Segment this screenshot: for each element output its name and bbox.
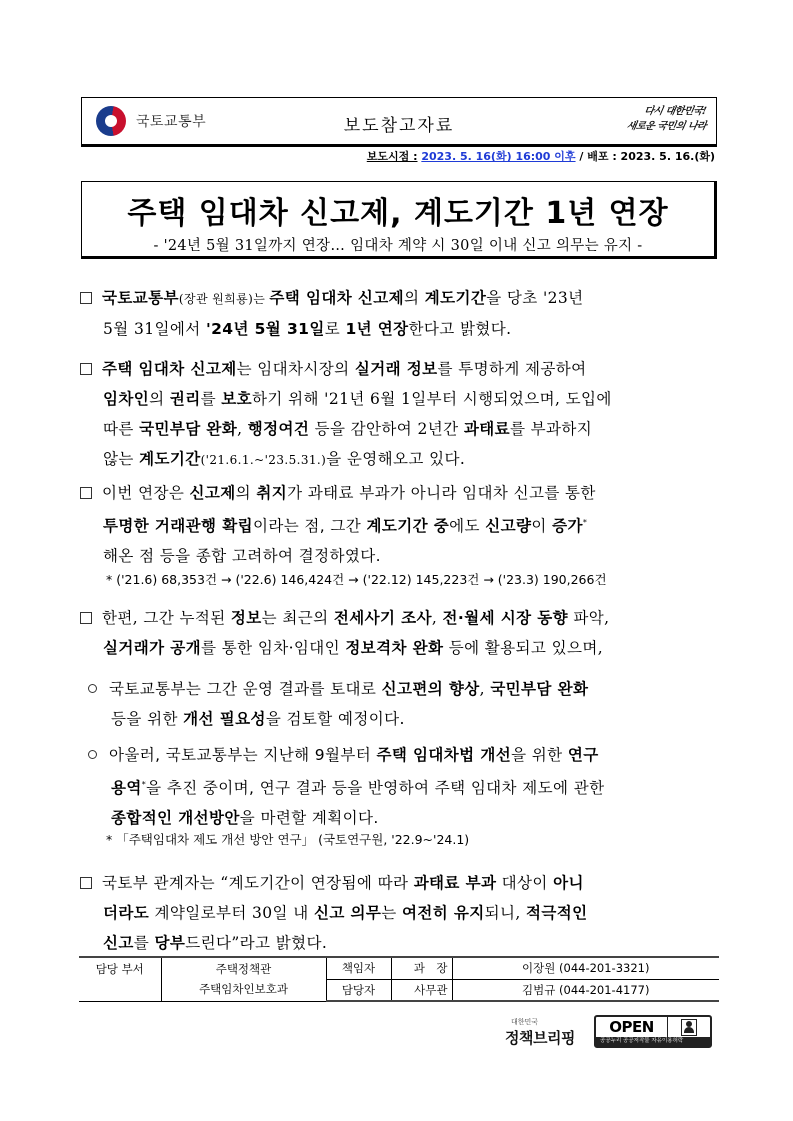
role-cell: 책임자 [326, 957, 391, 979]
circle-bullet-icon [88, 684, 97, 693]
paragraph-3: 이번 연장은 신고제의 취지가 과태료 부과가 아니라 임대차 신고를 통한 투명한 거래관행 확립이라는 점, 그간 계도기간 중에도 신고량이 증가* 해온 점 등을 종합 고려하여 결정하였다. [80, 478, 720, 571]
square-bullet-icon [80, 612, 92, 624]
square-bullet-icon [80, 877, 92, 889]
person-cell: 김범규 (044-201-4177) [452, 979, 719, 1001]
title-box [81, 181, 717, 259]
footnote-research: * 「주택임대차 제도 개선 방안 연구」 (국토연구원, '22.9~'24.1) [106, 832, 470, 847]
square-bullet-icon [80, 292, 92, 304]
paragraph-1: 국토교통부(장관 원희룡)는 주택 임대차 신고제의 계도기간을 당초 '23년 5월 31일에서 '24년 5월 31일로 1년 연장한다고 밝혔다. [80, 283, 720, 344]
dept-name: 주택정책관 주택임차인보호과 [161, 957, 326, 1001]
page-title: 주택 임대차 신고제, 계도기간 1년 연장 [127, 196, 669, 231]
kogl-open-license-badge: OPEN 공공누리 공공저작물 자유이용허락 [594, 1015, 712, 1048]
sub-bullet-1: 국토교통부는 그간 운영 결과를 토대로 신고편의 향상, 국민부담 완화 등을 위한 개선 필요성을 검토할 예정이다. [88, 674, 720, 734]
release-info: 보도시점 : 2023. 5. 16(화) 16:00 이후 / 배포 : 2023. 5. 16.(화) [366, 150, 715, 163]
attribution-person-icon [681, 1019, 697, 1036]
paragraph-2: 주택 임대차 신고제는 임대차시장의 실거래 정보를 투명하게 제공하여 임차인의 권리를 보호하기 위해 '21년 6월 1일부터 시행되었으며, 도입에 따른 국민부담 완화, 행정여건 등을 감안하여 2년간 과태료를 부과하지 않는 계도기간('21.6.1.~'23.5.31.)을 운영해오고 있다. [80, 354, 720, 475]
title-cell: 과 장 [391, 957, 452, 979]
dept-label: 담당 부서 [79, 957, 161, 1001]
footnote-report-counts: * ('21.6) 68,353건 → ('22.6) 146,424건 → ('22.12) 145,223건 → ('23.3) 190,266건 [106, 572, 607, 587]
role-cell: 담당자 [326, 979, 391, 1001]
square-bullet-icon [80, 363, 92, 375]
distribution-date: 배포 : 2023. 5. 16.(화) [587, 150, 715, 163]
ministry-name: 국토교통부 [136, 114, 207, 130]
policy-briefing-logo: 대한민국 정책브리핑 [505, 1018, 575, 1047]
person-cell: 이장원 (044-201-3321) [452, 957, 719, 979]
sub-bullet-2: 아울러, 국토교통부는 지난해 9월부터 주택 임대차법 개선을 위한 연구 용역*을 추진 중이며, 연구 결과 등을 반영하여 주택 임대차 제도에 관한 종합적인 개선방안을 마련할 계획이다. [88, 740, 720, 833]
paragraph-5: 국토부 관계자는 “계도기간이 연장됨에 따라 과태료 부과 대상이 아니 더라도 계약일로부터 30일 내 신고 의무는 여전히 유지되니, 적극적인 신고를 당부드린다”라고 밝혔다. [80, 868, 720, 958]
contact-table [79, 956, 719, 1002]
press-header [81, 97, 717, 147]
table-row [79, 957, 719, 979]
doc-type: 보도참고자료 [343, 116, 455, 136]
slogan-calligraphy: 다시 대한민국! 새로운 국민의 나라 [625, 106, 707, 132]
title-cell: 사무관 [391, 979, 452, 1001]
square-bullet-icon [80, 487, 92, 499]
release-time: 2023. 5. 16(화) 16:00 이후 [421, 150, 576, 163]
circle-bullet-icon [88, 750, 97, 759]
paragraph-4: 한편, 그간 누적된 정보는 최근의 전세사기 조사, 전·월세 시장 동향 파악, 실거래가 공개를 통한 임차·임대인 정보격차 완화 등에 활용되고 있으며, [80, 603, 720, 663]
page-subtitle: - '24년 5월 31일까지 연장… 임대차 계약 시 30일 이내 신고 의무는 유지 - [153, 238, 643, 254]
